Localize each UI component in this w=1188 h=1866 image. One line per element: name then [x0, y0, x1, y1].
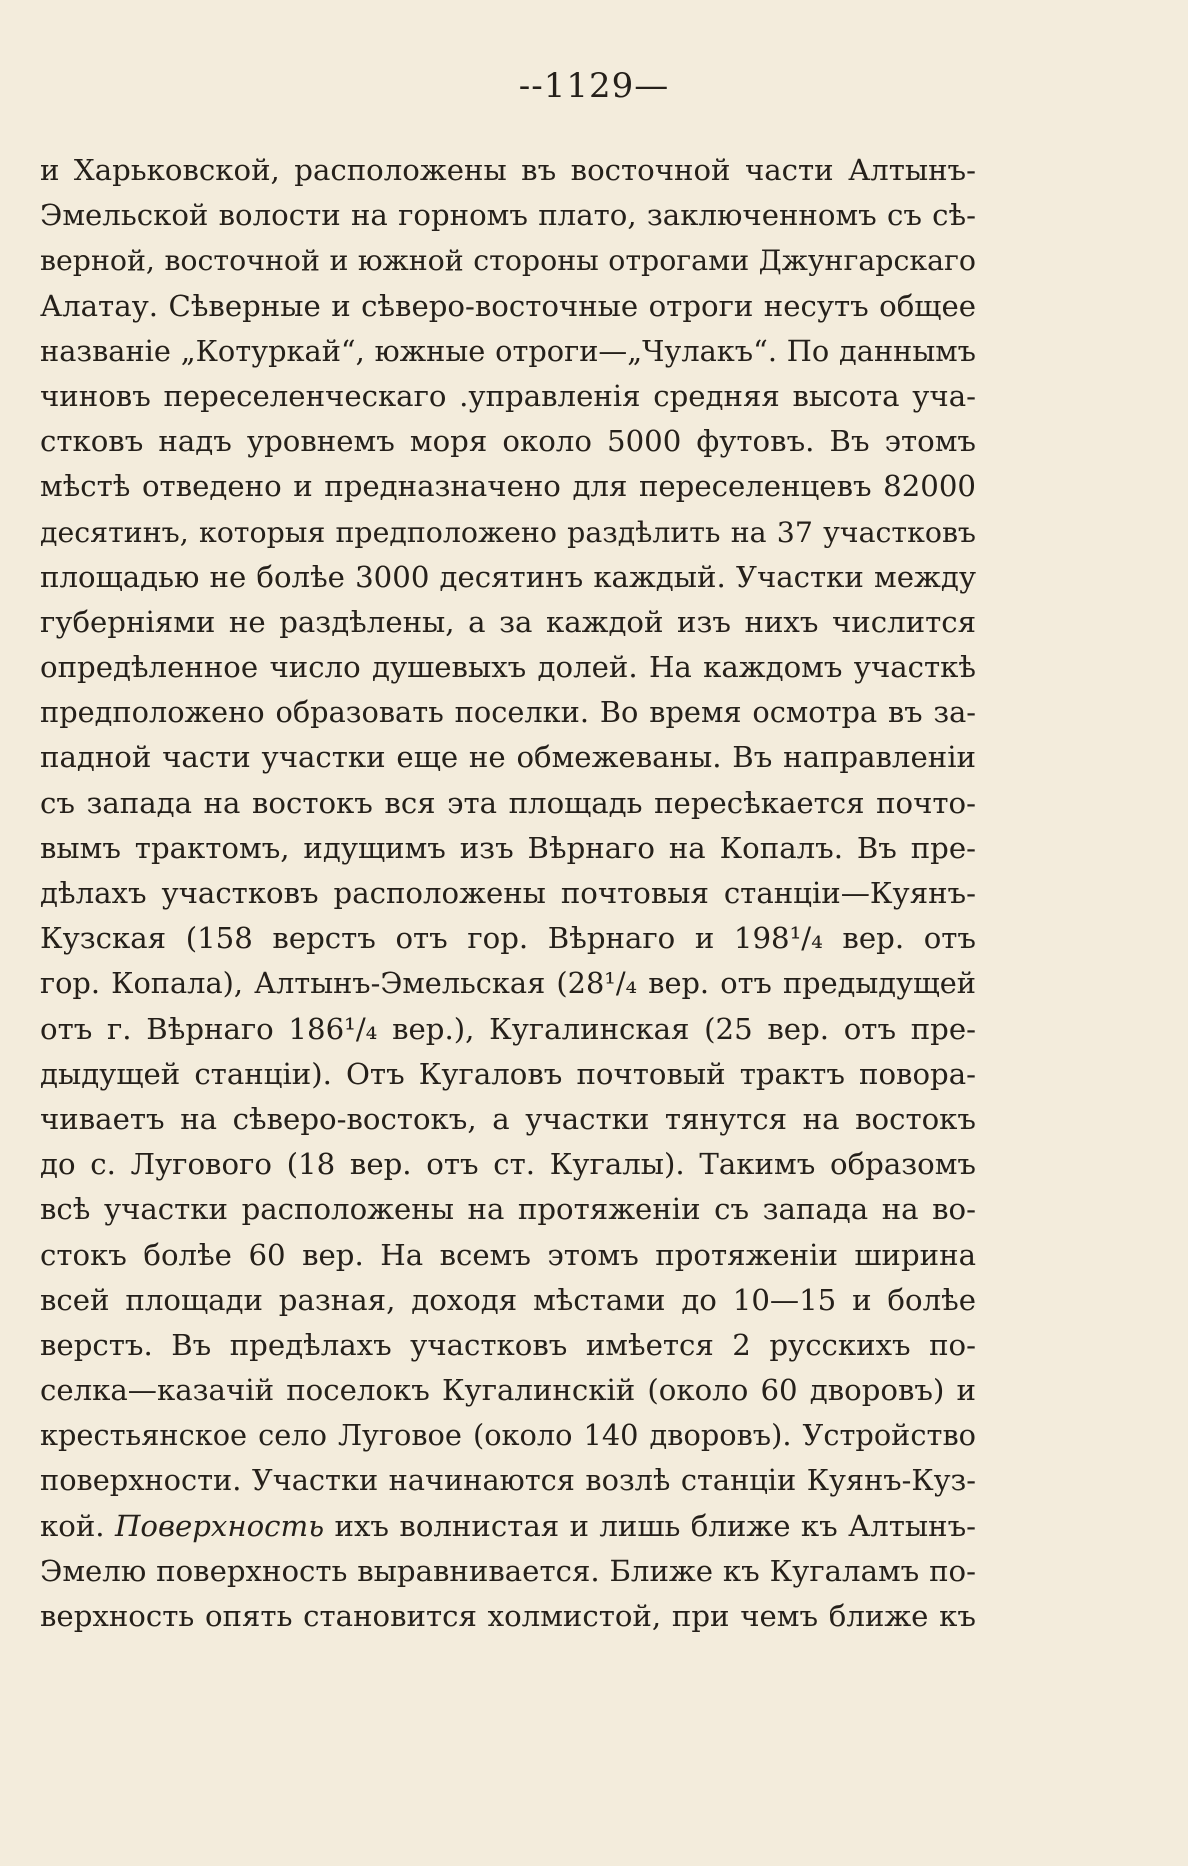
text-line: съ запада на востокъ вся эта площадь пересѣкается почто-: [40, 785, 976, 820]
line-segment: кой.: [40, 1508, 115, 1543]
text-line: верстъ. Въ предѣлахъ участковъ имѣется 2 русскихъ по-: [40, 1327, 976, 1362]
text-line: поверхности. Участки начинаются возлѣ станціи Куянъ-Куз-: [40, 1463, 976, 1498]
text-line: Алатау. Сѣверные и сѣверо-восточные отроги несутъ общее: [40, 288, 976, 323]
text-line: площадью не болѣе 3000 десятинъ каждый. Участки между: [40, 559, 976, 594]
text-line: всей площади разная, доходя мѣстами до 10—15 и болѣе: [40, 1282, 976, 1317]
text-line: отъ г. Вѣрнаго 186¹/₄ вер.), Кугалинская (25 вер. отъ пре-: [40, 1011, 976, 1046]
text-line: вымъ трактомъ, идущимъ изъ Вѣрнаго на Копалъ. Въ пре-: [40, 830, 976, 865]
text-line: Кузская (158 верстъ отъ гор. Вѣрнаго и 198¹/₄ вер. отъ: [40, 921, 976, 956]
text-line: мѣстѣ отведено и предназначено для переселенцевъ 82000: [40, 469, 976, 504]
text-line: Эмелю поверхность выравнивается. Ближе къ Кугаламъ по-: [40, 1553, 976, 1588]
text-line: десятинъ, которыя предположено раздѣлить на 37 участковъ: [40, 515, 976, 549]
text-line: чиновъ переселенческаго .управленія средняя высота уча-: [40, 378, 976, 413]
text-line: Эмельской волости на горномъ плато, заключенномъ съ сѣ-: [40, 198, 976, 233]
text-line: предположено образовать поселки. Во время осмотра въ за-: [40, 695, 976, 730]
text-line-with-italic: [40, 1504, 976, 1549]
text-line: селка—казачій поселокъ Кугалинскій (около 60 дворовъ) и: [40, 1373, 976, 1408]
text-line: стокъ болѣе 60 вер. На всемъ этомъ протяженіи ширина: [40, 1237, 976, 1272]
text-line: всѣ участки расположены на протяженіи съ запада на во-: [40, 1192, 976, 1227]
text-line: верхность опять становится холмистой, при чемъ ближе къ: [40, 1599, 976, 1633]
text-line: верной, восточной и южной стороны отрогами Джунгарскаго: [40, 244, 976, 278]
italic-term-poverkhnost: Поверхность: [114, 1508, 325, 1543]
text-line: стковъ надъ уровнемъ моря около 5000 футовъ. Въ этомъ: [40, 424, 976, 459]
text-line: гор. Копала), Алтынъ-Эмельская (28¹/₄ вер. отъ предыдущей: [40, 966, 976, 1001]
text-line: и Харьковской, расположены въ восточной части Алтынъ-: [40, 153, 976, 187]
text-line: крестьянское село Луговое (около 140 дворовъ). Устройство: [40, 1418, 976, 1453]
body-text: [40, 148, 976, 1639]
text-line: чиваетъ на сѣверо-востокъ, а участки тянутся на востокъ: [40, 1101, 976, 1136]
text-line: падной части участки еще не обмежеваны. Въ направленіи: [40, 740, 976, 775]
text-line: до с. Лугового (18 вер. отъ ст. Кугалы). Такимъ образомъ: [40, 1147, 976, 1182]
text-line: дыдущей станціи). Отъ Кугаловъ почтовый трактъ повора-: [40, 1056, 976, 1091]
page-number: --1129—: [518, 66, 670, 106]
line-segment: ихъ волнистая и лишь ближе къ Алтынъ-: [324, 1508, 977, 1543]
text-line: губерніями не раздѣлены, а за каждой изъ нихъ числится: [40, 604, 976, 639]
text-line: опредѣленное число душевыхъ долей. На каждомъ участкѣ: [40, 650, 976, 685]
text-line: названіе „Котуркай“, южные отроги—„Чулакъ“. По даннымъ: [40, 333, 976, 368]
text-line: дѣлахъ участковъ расположены почтовыя станціи—Куянъ-: [40, 876, 976, 910]
